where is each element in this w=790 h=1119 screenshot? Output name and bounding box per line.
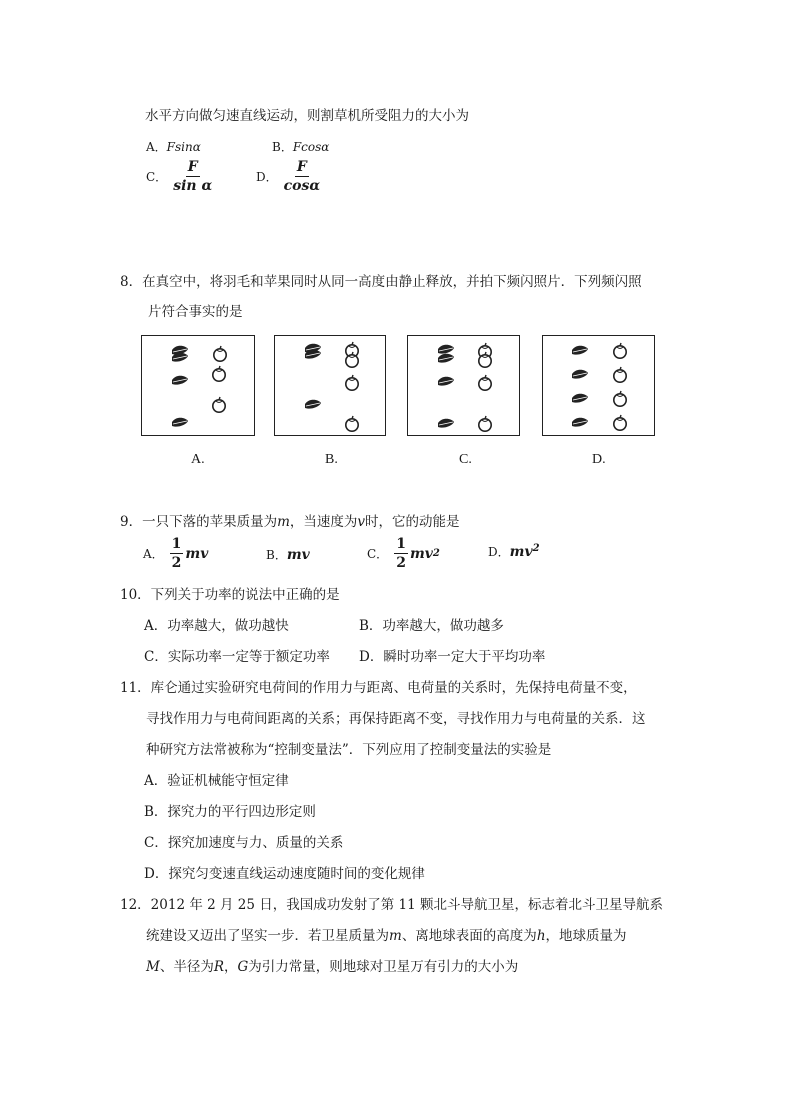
- q7-option-b-value: Fcosα: [292, 140, 330, 154]
- q7-option-d[interactable]: [256, 160, 320, 193]
- q9-option-c-numerator: 1: [396, 536, 406, 552]
- q12-stem-line1: 12．2012 年 2 月 25 日，我国成功发射了第 11 颗北斗导航卫星，标志着北斗卫星导航系: [120, 897, 664, 913]
- q9-option-c[interactable]: [367, 537, 440, 570]
- q12-stem-line2: [146, 924, 627, 944]
- feather-icon: [438, 354, 454, 363]
- apple-icon: [214, 346, 226, 361]
- apple-icon: [479, 375, 491, 390]
- q12-line3-sep: ，: [224, 959, 238, 975]
- q12-var-m: m: [389, 928, 402, 944]
- feather-icon: [305, 400, 321, 409]
- q9-var-m: m: [277, 514, 290, 530]
- q10-stem: 10．下列关于功率的说法中正确的是: [120, 587, 340, 603]
- q11-option-a[interactable]: A．验证机械能守恒定律: [144, 773, 289, 789]
- q8-panel-c[interactable]: [407, 335, 520, 436]
- q12-line2-pre: 统建设又迈出了坚实一步．若卫星质量为: [146, 928, 389, 944]
- q11-stem-line1: 11．库仑通过实验研究电荷间的作用力与距离、电荷量的关系时，先保持电荷量不变，: [120, 680, 637, 696]
- apple-icon: [213, 366, 225, 381]
- q7-stem-tail: 水平方向做匀速直线运动，则割草机所受阻力的大小为: [145, 108, 469, 124]
- q12-var-R: R: [213, 959, 224, 975]
- q8-panel-a-label[interactable]: A.: [191, 452, 205, 467]
- q12-var-h: h: [536, 928, 546, 944]
- q11-option-b[interactable]: B．探究力的平行四边形定则: [144, 804, 316, 820]
- q8-panel-a[interactable]: [141, 335, 255, 436]
- apple-icon: [614, 391, 626, 406]
- feather-icon: [172, 376, 188, 385]
- q7-option-d-fraction: [284, 160, 321, 193]
- q8-panel-d-label[interactable]: D.: [592, 452, 606, 467]
- feather-icon: [438, 419, 454, 428]
- q10-option-d[interactable]: D．瞬时功率一定大于平均功率: [359, 649, 546, 665]
- q9-stem-pre: 9．一只下落的苹果质量为: [120, 514, 278, 530]
- q9-option-a-denominator: 2: [171, 555, 182, 571]
- q8-panel-b-label[interactable]: B.: [325, 452, 338, 467]
- q7-option-a-label: A．: [146, 140, 167, 154]
- q9-option-c-exponent: 2: [432, 548, 440, 559]
- q9-option-b-value: mv: [286, 547, 310, 563]
- apple-icon: [479, 416, 491, 431]
- q11-stem-line3: 种研究方法常被称为“控制变量法”．下列应用了控制变量法的实验是: [146, 742, 552, 758]
- q10-option-a[interactable]: A．功率越大，做功越快: [144, 618, 289, 634]
- q8-panel-d[interactable]: [542, 335, 655, 436]
- q8-panel-d-strobe: [543, 336, 654, 435]
- q7-option-b-label: B．: [272, 140, 293, 154]
- q7-option-b[interactable]: [272, 138, 329, 155]
- feather-icon: [572, 346, 588, 355]
- q7-option-c-numerator: F: [187, 159, 198, 175]
- q10-option-b[interactable]: B．功率越大，做功越多: [359, 618, 504, 634]
- q11-stem-line2: 寻找作用力与电荷间距离的关系；再保持距离不变，寻找作用力与电荷量的关系．这: [146, 711, 646, 727]
- apple-icon: [213, 397, 225, 412]
- q8-panel-b[interactable]: [274, 335, 386, 436]
- q7-option-c-fraction: [173, 160, 212, 193]
- apple-icon: [614, 367, 626, 382]
- q7-option-d-numerator: F: [296, 159, 307, 175]
- q8-panel-c-label[interactable]: C.: [459, 452, 472, 467]
- apple-icon: [614, 343, 626, 358]
- q9-option-d-label: D．: [488, 545, 510, 559]
- q11-option-c[interactable]: C．探究加速度与力、质量的关系: [144, 835, 344, 851]
- q10-option-c[interactable]: C．实际功率一定等于额定功率: [144, 649, 330, 665]
- q9-stem-mid: ，当速度为: [289, 514, 358, 530]
- q9-option-c-label: C．: [367, 547, 389, 561]
- q9-option-d[interactable]: [488, 543, 540, 560]
- q7-option-c[interactable]: [146, 160, 212, 193]
- q9-var-v: v: [357, 514, 366, 530]
- q8-stem-line1: 8．在真空中，将羽毛和苹果同时从同一高度由静止释放，并拍下频闪照片．下列频闪照: [120, 274, 642, 290]
- q12-line3-post: 为引力常量，则地球对卫星万有引力的大小为: [248, 959, 519, 975]
- q12-var-M: M: [146, 959, 160, 975]
- q9-option-c-tail: mv: [409, 545, 433, 562]
- q12-var-G: G: [237, 959, 249, 975]
- q12-stem-line3: [146, 955, 518, 975]
- q12-line3-mid: 、半径为: [159, 959, 214, 975]
- feather-icon: [572, 418, 588, 427]
- q11-option-d[interactable]: D．探究匀变速直线运动速度随时间的变化规律: [144, 866, 425, 882]
- feather-icon: [438, 345, 454, 354]
- q7-option-a-value: Fsinα: [166, 140, 201, 154]
- q8-panel-b-strobe: [275, 336, 385, 435]
- q9-stem-post: 时，它的动能是: [365, 514, 460, 530]
- apple-icon: [346, 416, 358, 431]
- q12-line2-mid: 、离地球表面的高度为: [401, 928, 537, 944]
- apple-icon: [614, 415, 626, 430]
- q8-stem-line2: 片符合事实的是: [148, 304, 243, 320]
- q9-option-b-label: B．: [266, 548, 287, 562]
- q9-option-b[interactable]: [266, 546, 310, 563]
- q8-panel-a-strobe: [142, 336, 254, 435]
- q9-option-c-fraction: [394, 537, 408, 570]
- q8-panel-c-strobe: [408, 336, 519, 435]
- q9-option-a-label: A．: [143, 547, 164, 561]
- q9-option-c-denominator: 2: [396, 555, 406, 571]
- feather-icon: [438, 377, 454, 386]
- q9-option-d-exponent: 2: [532, 543, 540, 554]
- q7-option-d-label: D．: [256, 170, 278, 184]
- q9-option-a-numerator: 1: [171, 536, 182, 552]
- apple-icon: [346, 375, 358, 390]
- q7-option-d-denominator: cosα: [283, 178, 321, 194]
- q9-stem: [120, 510, 460, 530]
- q7-option-c-denominator: sin α: [173, 178, 213, 194]
- q9-option-a-tail: mv: [185, 545, 209, 562]
- q7-option-a[interactable]: [146, 138, 201, 155]
- q9-option-a-fraction: [170, 537, 184, 570]
- feather-icon: [572, 394, 588, 403]
- feather-icon: [172, 418, 188, 427]
- q9-option-a[interactable]: [143, 537, 208, 570]
- feather-icon: [572, 370, 588, 379]
- q7-option-c-label: C．: [146, 170, 168, 184]
- q9-option-d-value: mv: [509, 544, 533, 560]
- q12-line2-post: ，地球质量为: [545, 928, 627, 944]
